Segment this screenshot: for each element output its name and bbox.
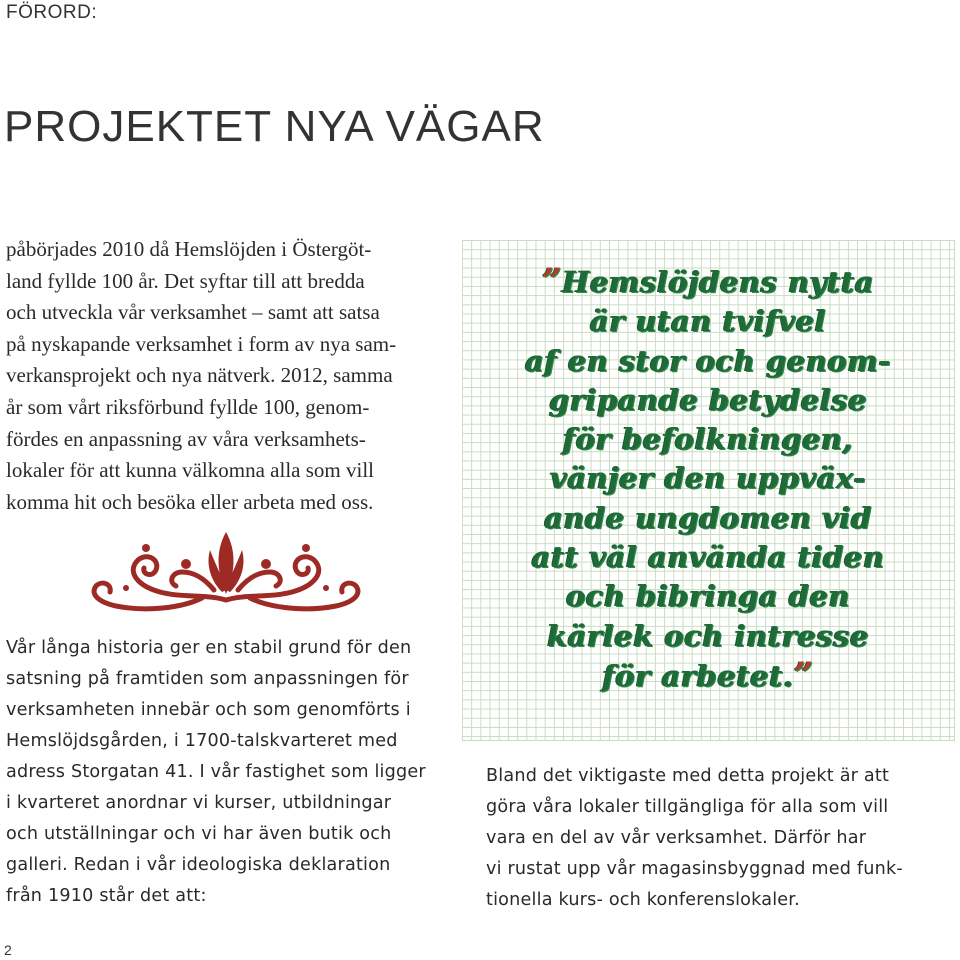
quote-line: kärlek och intresse xyxy=(547,618,869,653)
history-line: galleri. Redan i vår ideologiska deklaration xyxy=(6,855,391,875)
quote-line-text: för arbetet. xyxy=(602,658,794,693)
quote-line: ande ungdomen vid xyxy=(544,500,872,535)
project-line: tionella kurs- och konferenslokaler. xyxy=(486,890,800,910)
quote-line: af en stor och genom- xyxy=(525,343,891,378)
intro-line: på nyskapande verksamhet i form av nya sam- xyxy=(6,331,397,356)
history-line: och utställningar och vi har även butik och xyxy=(6,824,392,844)
history-paragraph xyxy=(6,633,426,912)
intro-line: år som vårt riksförbund fyllde 100, genom- xyxy=(6,394,370,419)
intro-line: lokaler för att kunna välkomna alla som vill xyxy=(6,458,374,483)
embroidered-quote xyxy=(462,262,954,696)
open-quote-mark: ” xyxy=(541,261,563,301)
quote-line: gripande betydelse xyxy=(548,382,868,417)
intro-paragraph xyxy=(6,234,396,518)
history-line: från 1910 står det att: xyxy=(6,886,207,906)
red-flourish-ornament-icon xyxy=(86,528,366,618)
intro-line: komma hit och besöka eller arbeta med oss. xyxy=(6,489,374,514)
page-title: PROJEKTET NYA VÄGAR xyxy=(4,102,545,151)
quote-line: för befolkningen, xyxy=(562,422,854,457)
intro-line: och utveckla vår verksamhet – samt att satsa xyxy=(6,300,380,325)
project-line: Bland det viktigaste med detta projekt är att xyxy=(486,766,890,786)
cross-stitch-quote-panel xyxy=(462,240,955,741)
intro-line: fördes en anpassning av våra verksamhets- xyxy=(6,426,366,451)
quote-line: att väl använda tiden xyxy=(531,540,885,575)
section-kicker: FÖRORD: xyxy=(6,2,98,23)
intro-line: verkansprojekt och nya nätverk. 2012, samma xyxy=(6,363,393,388)
project-line: vara en del av vår verksamhet. Därför har xyxy=(486,828,867,848)
project-line: vi rustat upp vår magasinsbyggnad med funk- xyxy=(486,859,903,879)
quote-line xyxy=(462,656,954,696)
close-quote-mark: ” xyxy=(793,654,814,695)
history-line: adress Storgatan 41. I vår fastighet som ligger xyxy=(6,762,426,782)
history-line: i kvarteret anordnar vi kurser, utbildningar xyxy=(6,793,392,813)
project-line: göra våra lokaler tillgängliga för alla som vill xyxy=(486,797,889,817)
history-line: satsning på framtiden som anpassningen för xyxy=(6,669,409,689)
intro-line: påbörjades 2010 då Hemslöjden i Östergöt- xyxy=(6,237,372,261)
quote-line: vänjer den uppväx- xyxy=(549,461,867,496)
project-paragraph xyxy=(486,761,903,916)
history-line: Hemslöjdsgården, i 1700-talskvarteret med xyxy=(6,731,398,751)
page-number: 2 xyxy=(4,942,12,958)
history-line: Vår långa historia ger en stabil grund för den xyxy=(6,638,412,658)
quote-line-text: Hemslöjdens nytta xyxy=(562,265,875,299)
quote-line xyxy=(462,262,954,302)
intro-line: land fyllde 100 år. Det syftar till att bredda xyxy=(6,268,365,293)
quote-line: och bibringa den xyxy=(565,579,851,614)
history-line: verksamheten innebär och som genomförts i xyxy=(6,700,411,720)
quote-line: är utan tvifvel xyxy=(589,304,827,339)
